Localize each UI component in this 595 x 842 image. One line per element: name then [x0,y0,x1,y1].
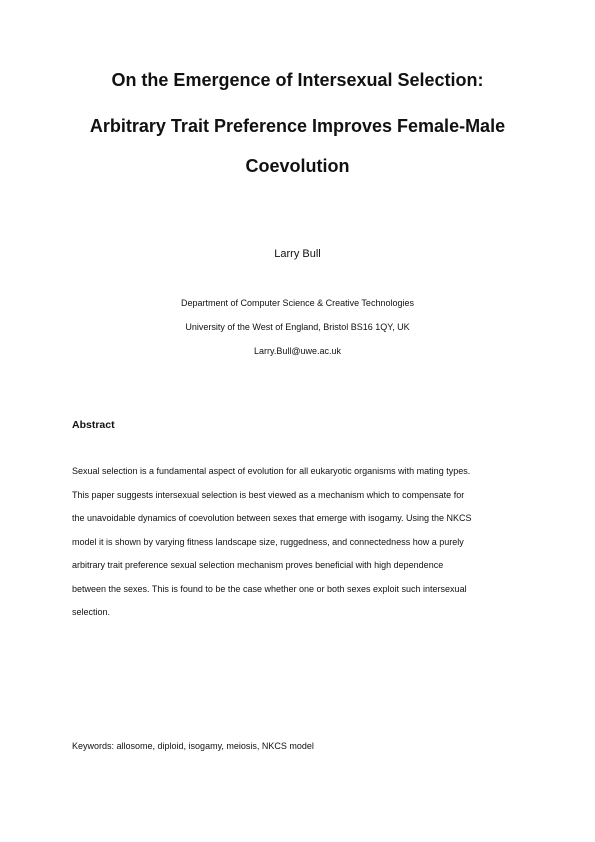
paper-title-line-1: On the Emergence of Intersexual Selection: [111,70,484,90]
affiliation-university: University of the West of England, Bristol BS16 1QY, UK [185,322,410,332]
author-email: Larry.Bull@uwe.ac.uk [253,346,341,356]
author-name: Larry Bull [274,248,321,260]
abstract-line: model it is shown by varying fitness landscape size, ruggedness, and connectedness how a purely [72,536,464,547]
paper-title-line-3: Coevolution [245,156,350,176]
abstract-line: selection. [72,607,111,617]
abstract-line: Sexual selection is a fundamental aspect of evolution for all eukaryotic organisms with mating types. [72,466,471,476]
paper-title-line-2: Arbitrary Trait Preference Improves Female-Male [89,116,506,136]
abstract-text [72,460,527,625]
abstract-heading: Abstract [72,419,115,431]
affiliation-department: Department of Computer Science & Creative Technologies [181,298,414,308]
abstract-line: between the sexes. This is found to be the case whether one or both sexes exploit such intersexual [72,583,467,594]
abstract-line: arbitrary trait preference sexual selection mechanism proves beneficial with high dependence [72,560,444,570]
abstract-line: the unavoidable dynamics of coevolution between sexes that emerge with isogamy. Using the NKCS [72,513,472,523]
keywords: Keywords: allosome, diploid, isogamy, meiosis, NKCS model [72,741,314,751]
abstract-line: This paper suggests intersexual selection is best viewed as a mechanism which to compensate for [72,489,465,500]
